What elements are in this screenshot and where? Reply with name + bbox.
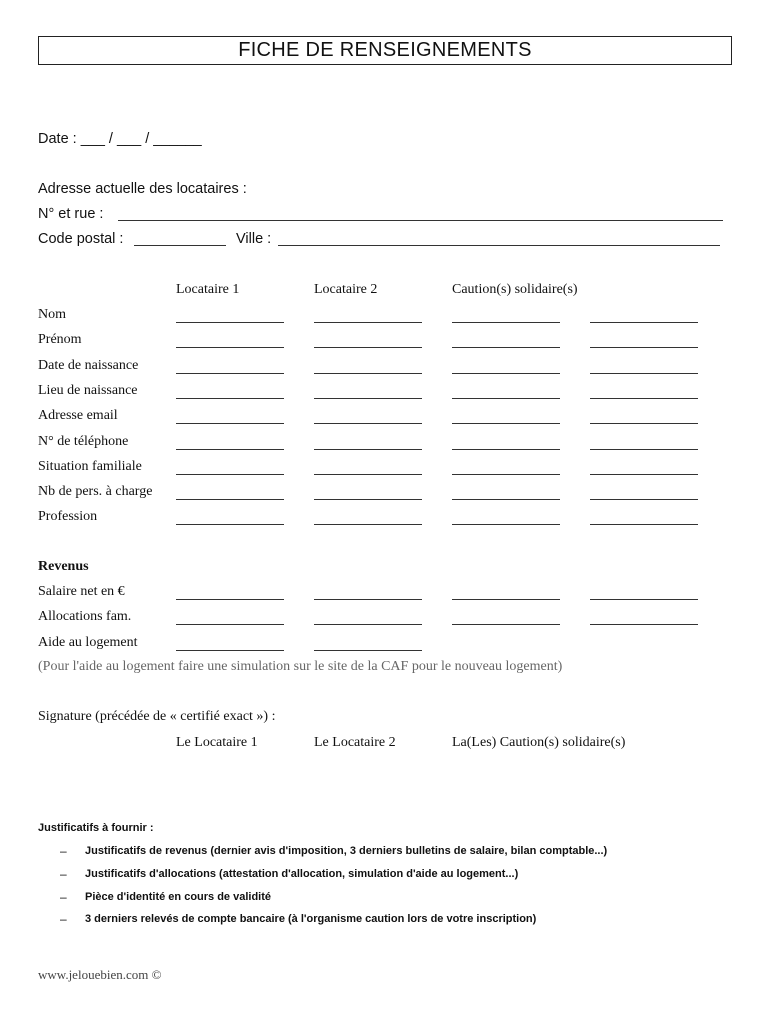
list-bullet: – xyxy=(60,867,67,881)
entry-field[interactable] xyxy=(176,423,284,424)
entry-field[interactable] xyxy=(314,449,422,450)
entry-field[interactable] xyxy=(590,624,698,625)
justificatif-item: 3 derniers relevés de compte bancaire (à l'organisme caution lors de votre inscription) xyxy=(85,913,537,925)
entry-field[interactable] xyxy=(176,373,284,374)
entry-field[interactable] xyxy=(590,347,698,348)
entry-field[interactable] xyxy=(176,499,284,500)
entry-field[interactable] xyxy=(452,599,560,600)
entry-field[interactable] xyxy=(314,398,422,399)
entry-field[interactable] xyxy=(452,474,560,475)
entry-field[interactable] xyxy=(452,624,560,625)
entry-field[interactable] xyxy=(452,499,560,500)
justificatif-item: Pièce d'identité en cours de validité xyxy=(85,891,272,903)
justificatif-item: Justificatifs d'allocations (attestation d'allocation, simulation d'aide au logement...) xyxy=(85,868,519,880)
revenus-row-label: Aide au logement xyxy=(38,635,138,650)
entry-field[interactable] xyxy=(590,398,698,399)
entry-field[interactable] xyxy=(452,449,560,450)
entry-field[interactable] xyxy=(314,624,422,625)
entry-field[interactable] xyxy=(176,449,284,450)
list-bullet: – xyxy=(60,912,67,926)
street-field[interactable] xyxy=(118,220,723,221)
entry-field[interactable] xyxy=(452,524,560,525)
justificatifs-heading: Justificatifs à fournir : xyxy=(38,822,154,834)
date-line: Date : ___ / ___ / ______ xyxy=(38,131,202,147)
row-label: Situation familiale xyxy=(38,459,142,474)
entry-field[interactable] xyxy=(176,322,284,323)
city-label: Ville : xyxy=(236,231,272,247)
entry-field[interactable] xyxy=(590,524,698,525)
column-header-locataire-1: Locataire 1 xyxy=(176,282,240,297)
revenus-row-label: Salaire net en € xyxy=(38,584,125,599)
row-label: Adresse email xyxy=(38,408,118,423)
entry-field[interactable] xyxy=(590,499,698,500)
entry-field[interactable] xyxy=(590,599,698,600)
entry-field[interactable] xyxy=(176,624,284,625)
entry-field[interactable] xyxy=(590,423,698,424)
entry-field[interactable] xyxy=(176,524,284,525)
row-label: Date de naissance xyxy=(38,358,139,373)
page-title: FICHE DE RENSEIGNEMENTS xyxy=(38,36,732,65)
entry-field[interactable] xyxy=(314,373,422,374)
row-label: Lieu de naissance xyxy=(38,383,138,398)
entry-field[interactable] xyxy=(314,524,422,525)
signature-caution: La(Les) Caution(s) solidaire(s) xyxy=(452,735,626,750)
signature-label: Signature (précédée de « certifié exact ») : xyxy=(38,709,276,724)
entry-field[interactable] xyxy=(176,650,284,651)
entry-field[interactable] xyxy=(314,423,422,424)
entry-field[interactable] xyxy=(176,347,284,348)
street-label: N° et rue : xyxy=(38,206,104,222)
signature-locataire-2: Le Locataire 2 xyxy=(314,735,396,750)
entry-field[interactable] xyxy=(452,322,560,323)
caf-note: (Pour l'aide au logement faire une simulation sur le site de la CAF pour le nouveau logement) xyxy=(38,659,563,674)
city-field[interactable] xyxy=(278,245,720,246)
column-header-caution: Caution(s) solidaire(s) xyxy=(452,282,578,297)
entry-field[interactable] xyxy=(314,474,422,475)
entry-field[interactable] xyxy=(452,398,560,399)
row-label: Profession xyxy=(38,509,98,524)
entry-field[interactable] xyxy=(314,322,422,323)
row-label: Nb de pers. à charge xyxy=(38,484,153,499)
row-label: N° de téléphone xyxy=(38,434,129,449)
entry-field[interactable] xyxy=(452,423,560,424)
entry-field[interactable] xyxy=(176,474,284,475)
entry-field[interactable] xyxy=(590,373,698,374)
revenus-heading: Revenus xyxy=(38,559,89,574)
justificatif-item: Justificatifs de revenus (dernier avis d'imposition, 3 derniers bulletins de salaire, bilan comptable...) xyxy=(85,845,608,857)
footer-website: www.jelouebien.com © xyxy=(38,967,162,982)
column-header-locataire-2: Locataire 2 xyxy=(314,282,378,297)
entry-field[interactable] xyxy=(314,599,422,600)
entry-field[interactable] xyxy=(176,599,284,600)
entry-field[interactable] xyxy=(314,650,422,651)
entry-field[interactable] xyxy=(314,499,422,500)
signature-locataire-1: Le Locataire 1 xyxy=(176,735,258,750)
entry-field[interactable] xyxy=(314,347,422,348)
entry-field[interactable] xyxy=(590,474,698,475)
address-heading: Adresse actuelle des locataires : xyxy=(38,181,247,197)
entry-field[interactable] xyxy=(590,322,698,323)
entry-field[interactable] xyxy=(452,347,560,348)
list-bullet: – xyxy=(60,844,67,858)
revenus-row-label: Allocations fam. xyxy=(38,609,132,624)
row-label: Nom xyxy=(38,307,66,322)
entry-field[interactable] xyxy=(452,373,560,374)
entry-field[interactable] xyxy=(590,449,698,450)
row-label: Prénom xyxy=(38,332,82,347)
postal-code-field[interactable] xyxy=(134,245,226,246)
postal-code-label: Code postal : xyxy=(38,231,124,247)
list-bullet: – xyxy=(60,890,67,904)
entry-field[interactable] xyxy=(176,398,284,399)
